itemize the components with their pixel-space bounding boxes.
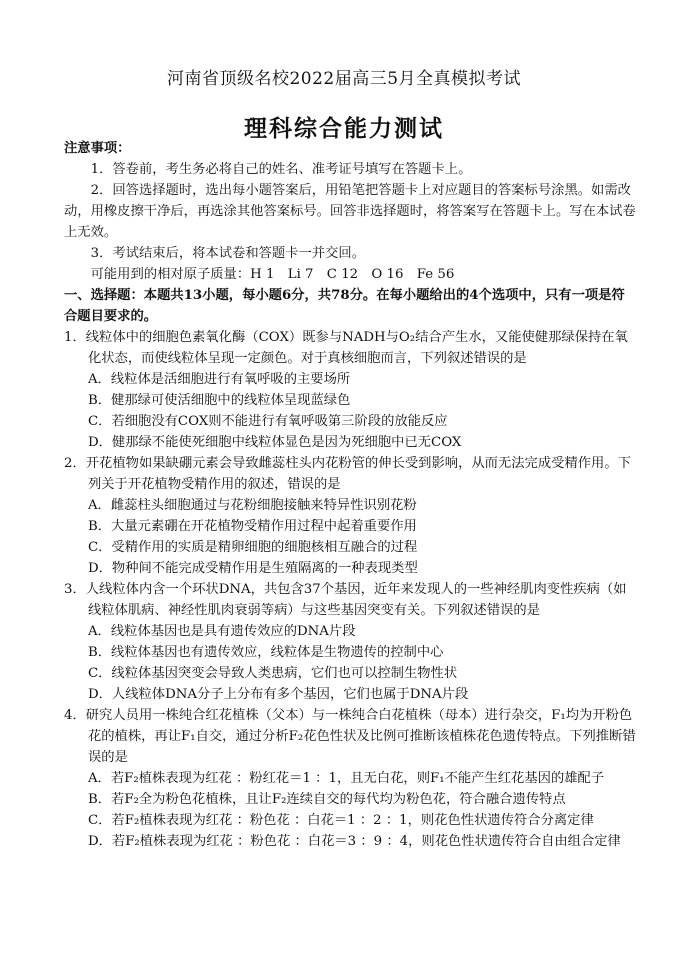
question-2 bbox=[64, 453, 636, 579]
option-a: A．线粒体是活细胞进行有氧呼吸的主要场所 bbox=[87, 372, 351, 387]
question-stem: 4．研究人员用一株纯合红花植株（父本）与一株纯合白花植株（母本）进行杂交，F₁均为开粉色花的植株，再让F₁自交，通过分析F₂花色性状及比例可推断该植株花色遗传特点。下列推断错误的是 bbox=[64, 708, 636, 765]
question-4 bbox=[64, 705, 636, 852]
notice-heading: 注意事项： bbox=[64, 141, 131, 156]
option-d: D．人线粒体DNA分子上分布有多个基因，它们也属于DNA片段 bbox=[87, 687, 469, 702]
option-c: C．若F₂植株表现为红花 ：粉色花 ：白花＝1 ：2 ：1，则花色性状遗传符合分离定律 bbox=[87, 813, 594, 828]
notice-item: 1．答卷前，考生务必将自己的姓名、准考证号填写在答题卡上。 bbox=[90, 162, 472, 177]
exam-content bbox=[64, 138, 636, 852]
atomic-mass-line: 可能用到的相对原子质量：H 1 Li 7 C 12 O 16 Fe 56 bbox=[90, 267, 455, 282]
option-b: B．大量元素硼在开花植物受精作用过程中起着重要作用 bbox=[87, 519, 417, 534]
question-3 bbox=[64, 579, 636, 705]
option-b: B．健那绿可使活细胞中的线粒体呈现蓝绿色 bbox=[87, 393, 351, 408]
option-c: C．线粒体基因突变会导致人类患病，它们也可以控制生物性状 bbox=[87, 666, 458, 681]
option-c: C．受精作用的实质是精卵细胞的细胞核相互融合的过程 bbox=[87, 540, 418, 555]
notice-item: 2．回答选择题时，选出每小题答案后，用铅笔把答题卡上对应题目的答案标号涂黑。如需改动，用橡皮擦干净后，再选涂其他答案标号。回答非选择题时，将答案写在答题卡上。写在本试卷上无效。 bbox=[64, 183, 636, 240]
option-a: A．雌蕊柱头细胞通过与花粉细胞接触来特异性识别花粉 bbox=[87, 498, 417, 513]
option-d: D．健那绿不能使死细胞中线粒体显色是因为死细胞中已无COX bbox=[87, 435, 462, 450]
exam-title: 理科综合能力测试 bbox=[244, 115, 444, 142]
option-d: D．若F₂植株表现为红花 ：粉色花 ：白花＝3 ：9 ：4，则花色性状遗传符合自由组合定律 bbox=[87, 834, 621, 849]
option-d: D．物种间不能完成受精作用是生殖隔离的一种表现类型 bbox=[87, 561, 418, 576]
question-stem: 2．开花植物如果缺硼元素会导致雌蕊柱头内花粉管的伸长受到影响，从而无法完成受精作用。下列关于开花植物受精作用的叙述，错误的是 bbox=[64, 456, 631, 492]
notice-item: 3．考试结束后，将本试卷和答题卡一并交回。 bbox=[90, 246, 365, 261]
option-a: A．线粒体基因也是具有遗传效应的DNA片段 bbox=[87, 624, 356, 639]
section-heading: 一、选择题：本题共13小题，每小题6分，共78分。在每小题给出的4个选项中，只有一项是符合题目要求的。 bbox=[64, 288, 625, 324]
option-a: A．若F₂植株表现为红花 ：粉红花＝1 ：1，且无白花，则F₁不能产生红花基因的雄配子 bbox=[87, 771, 605, 786]
option-c: C．若细胞没有COX则不能进行有氧呼吸第三阶段的放能反应 bbox=[87, 414, 448, 429]
option-b: B．线粒体基因也有遗传效应，线粒体是生物遗传的控制中心 bbox=[87, 645, 444, 660]
question-stem: 3．人线粒体内含一个环状DNA，共包含37个基因，近年来发现人的一些神经肌肉变性疾病（如线粒体肌病、神经性肌肉衰弱等病）与这些基因突变有关。下列叙述错误的是 bbox=[64, 582, 627, 618]
question-1 bbox=[64, 327, 636, 453]
exam-header: 河南省顶级名校2022届高三5月全真模拟考试 bbox=[166, 69, 522, 89]
question-stem: 1．线粒体中的细胞色素氧化酶（COX）既参与NADH与O₂结合产生水，又能使健那绿保持在氧化状态，而使线粒体呈现一定颜色。对于真核细胞而言，下列叙述错误的是 bbox=[64, 330, 628, 366]
option-b: B．若F₂全为粉色花植株，且让F₂连续自交的每代均为粉色花，符合融合遗传特点 bbox=[87, 792, 566, 807]
